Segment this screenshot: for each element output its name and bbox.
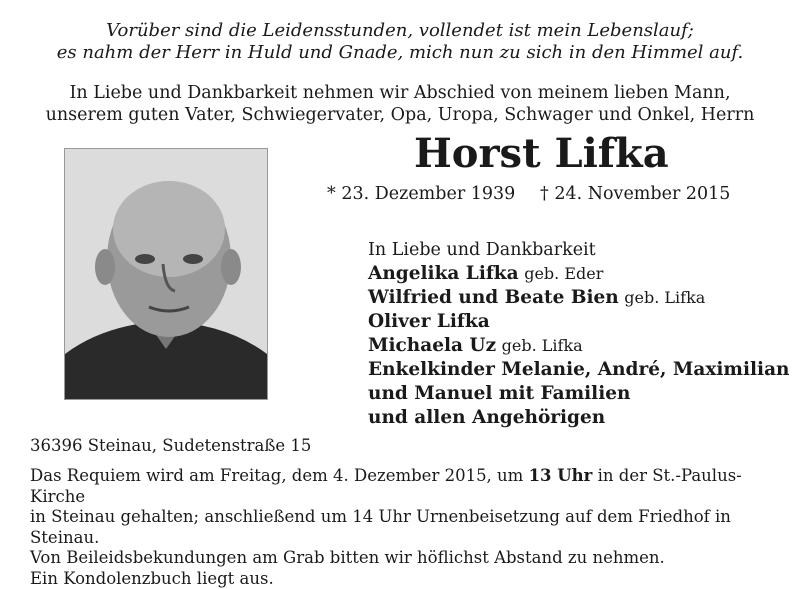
address: 36396 Steinau, Sudetenstraße 15 — [30, 436, 311, 455]
mourner-entry — [368, 406, 790, 430]
service-text: Das Requiem wird am Freitag, dem 4. Dezember 2015, um — [30, 466, 529, 485]
intro-line-1: In Liebe und Dankbarkeit nehmen wir Abschied von meinem lieben Mann, — [0, 82, 800, 104]
deceased-name: Horst Lifka — [414, 130, 669, 177]
service-line-4: Ein Kondolenzbuch liegt aus. — [30, 569, 780, 589]
death-date: † 24. November 2015 — [540, 184, 730, 204]
service-line-1 — [30, 466, 780, 507]
mourner-name: und Manuel mit Familien — [368, 383, 630, 404]
intro-text — [0, 82, 800, 126]
mourner-name: Michaela Uz — [368, 335, 496, 356]
mourner-note: geb. Lifka — [502, 336, 583, 355]
service-info — [30, 466, 780, 589]
mourner-name: Oliver Lifka — [368, 311, 490, 332]
mourner-name: Angelika Lifka — [368, 263, 519, 284]
service-line-2: in Steinau gehalten; anschließend um 14 Uhr Urnenbeisetzung auf dem Friedhof in Steinau. — [30, 507, 780, 548]
mourner-name: Enkelkinder Melanie, André, Maximilian — [368, 359, 790, 380]
mourner-entry — [368, 358, 790, 382]
portrait-icon — [65, 149, 267, 399]
service-text: in der St.-Paulus-Kirche — [30, 466, 742, 506]
service-time: 13 Uhr — [529, 466, 593, 485]
poem-line-1: Vorüber sind die Leidensstunden, vollendet ist mein Lebenslauf; — [0, 20, 800, 42]
mourner-entry — [368, 382, 790, 406]
birth-date: * 23. Dezember 1939 — [327, 184, 515, 204]
portrait-photo — [64, 148, 268, 400]
intro-line-2: unserem guten Vater, Schwiegervater, Opa, Uropa, Schwager und Onkel, Herrn — [0, 104, 800, 126]
mourner-entry — [368, 334, 790, 358]
mourners-heading: In Liebe und Dankbarkeit — [368, 238, 790, 262]
mourner-name: und allen Angehörigen — [368, 407, 605, 428]
mourner-note: geb. Eder — [524, 264, 603, 283]
mourner-entry — [368, 310, 790, 334]
service-line-3: Von Beileidsbekundungen am Grab bitten wir höflichst Abstand zu nehmen. — [30, 548, 780, 569]
mourners-list — [368, 238, 790, 430]
mourner-entry — [368, 262, 790, 286]
poem — [0, 20, 800, 64]
poem-line-2: es nahm der Herr in Huld und Gnade, mich nun zu sich in den Himmel auf. — [0, 42, 800, 64]
mourner-note: geb. Lifka — [624, 288, 705, 307]
mourner-name: Wilfried und Beate Bien — [368, 287, 619, 308]
mourner-entry — [368, 286, 790, 310]
